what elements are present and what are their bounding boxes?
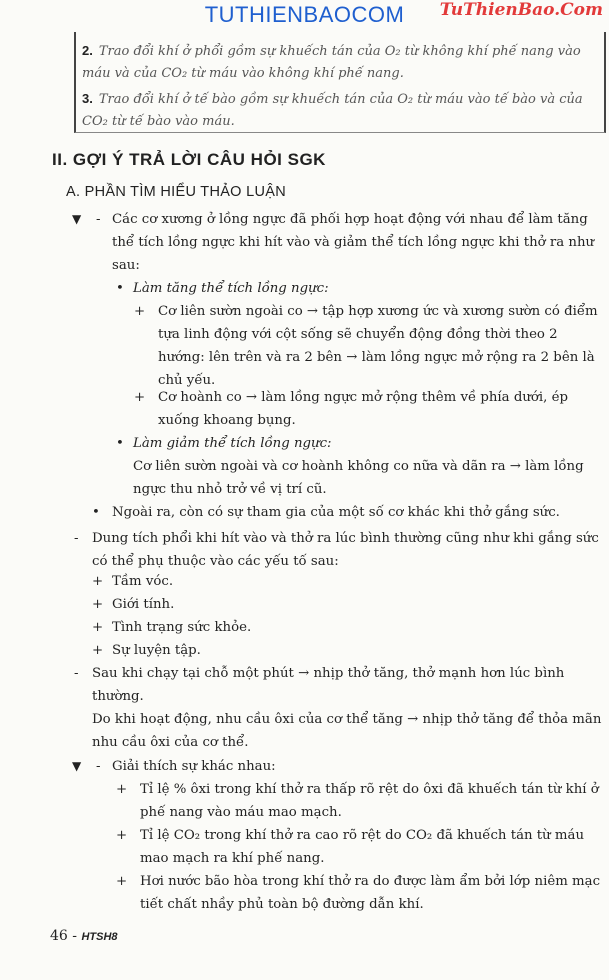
paragraph-co-lien-suon: Cơ liên sườn ngoài co → tập hợp xương ức và xương sườn có điểm tựa linh động với cột sống sẽ chuyển động đồng thời theo 2 hướng: lên trên và ra 2 bên → làm lồng ngực mở rộng ra 2 bên là chủ yếu.: [158, 304, 598, 388]
summary-item-number: 2.: [82, 43, 93, 58]
heading-lam-giam: Làm giảm thể tích lồng ngực:: [133, 436, 332, 451]
paragraph-giam: Cơ liên sườn ngoài và cơ hoành không co nữa và dãn ra → làm lồng ngực thu nhỏ trở về vị trí cũ.: [133, 459, 584, 497]
summary-item-text: Trao đổi khí ở tế bào gồm sự khuếch tán của O₂ từ máu vào tế bào và của CO₂ từ tế bào vào máu.: [82, 92, 583, 129]
paragraph-do-khi: Do khi hoạt động, nhu cầu ôxi của cơ thể tăng → nhịp thở tăng để thỏa mãn nhu cầu ôxi của cơ thể.: [92, 712, 602, 750]
plus-bullet: +: [134, 390, 146, 405]
page-number: 46 -: [50, 928, 77, 944]
section-title: II. GỢI Ý TRẢ LỜI CÂU HỎI SGK: [52, 150, 326, 169]
paragraph-ngoai-ra: Ngoài ra, còn có sự tham gia của một số cơ khác khi thở gắng sức.: [112, 505, 560, 520]
factor-item: Sự luyện tập.: [112, 643, 201, 658]
plus-bullet: +: [92, 574, 104, 589]
section-subtitle: A. PHẦN TÌM HIỂU THẢO LUẬN: [66, 184, 286, 200]
plus-bullet: +: [116, 874, 128, 889]
paragraph-co2: Tỉ lệ CO₂ trong khí thở ra cao rõ rệt do CO₂ đã khuếch tán từ máu mao mạch ra khí phế nang.: [140, 828, 585, 866]
factor-item: Tình trạng sức khỏe.: [112, 620, 252, 635]
plus-bullet: +: [92, 643, 104, 658]
paragraph-cac-co: Các cơ xương ở lồng ngực đã phối hợp hoạt động với nhau để làm tăng thể tích lồng ngực khi hít vào và giảm thể tích lồng ngực khi thở ra như sau:: [112, 212, 595, 273]
dot-bullet: •: [116, 281, 124, 296]
heading-lam-tang: Làm tăng thể tích lồng ngực:: [133, 281, 329, 296]
paragraph-oxi: Tỉ lệ % ôxi trong khí thở ra thấp rõ rệt do ôxi đã khuếch tán từ khí ở phế nang vào máu mao mạch.: [140, 782, 599, 820]
arrow-marker-icon: ▼: [72, 212, 82, 226]
plus-bullet: +: [116, 828, 128, 843]
dash-bullet: -: [74, 531, 79, 546]
paragraph-co-hoanh: Cơ hoành co → làm lồng ngực mở rộng thêm về phía dưới, ép xuống khoang bụng.: [158, 390, 569, 428]
plus-bullet: +: [92, 597, 104, 612]
summary-item-text: Trao đổi khí ở phổi gồm sự khuếch tán của O₂ từ không khí phế nang vào máu và của CO₂ từ máu vào không khí phế nang.: [82, 44, 581, 81]
factor-item: Tầm vóc.: [112, 574, 174, 589]
paragraph-dung-tich: Dung tích phổi khi hít vào và thở ra lúc bình thường cũng như khi gắng sức có thể phụ thuộc vào các yếu tố sau:: [92, 531, 599, 569]
paragraph-giai-thich: Giải thích sự khác nhau:: [112, 759, 276, 774]
dash-bullet: -: [96, 759, 101, 774]
summary-item-number: 3.: [82, 91, 93, 106]
summary-item: [82, 40, 594, 85]
paragraph-sau-khi-chay: Sau khi chạy tại chỗ một phút → nhịp thở tăng, thở mạnh hơn lúc bình thường.: [92, 666, 565, 704]
arrow-marker-icon: ▼: [72, 759, 82, 773]
summary-box: [74, 32, 606, 133]
plus-bullet: +: [92, 620, 104, 635]
factor-item: Giới tính.: [112, 597, 175, 612]
book-code: HTSH8: [81, 931, 118, 943]
page-footer: [50, 928, 118, 944]
dash-bullet: -: [74, 666, 79, 681]
plus-bullet: +: [134, 304, 146, 319]
dot-bullet: •: [92, 505, 100, 520]
plus-bullet: +: [116, 782, 128, 797]
summary-item: [82, 88, 594, 133]
paragraph-hoi-nuoc: Hơi nước bão hòa trong khí thở ra do được làm ẩm bởi lớp niêm mạc tiết chất nhầy phủ toàn bộ đường dẫn khí.: [140, 874, 601, 912]
dash-bullet: -: [96, 212, 101, 227]
page-header-title: TUTHIENBAOCOM: [204, 2, 405, 27]
dot-bullet: •: [116, 436, 124, 451]
site-logo: TuThienBao.Com: [439, 0, 603, 20]
